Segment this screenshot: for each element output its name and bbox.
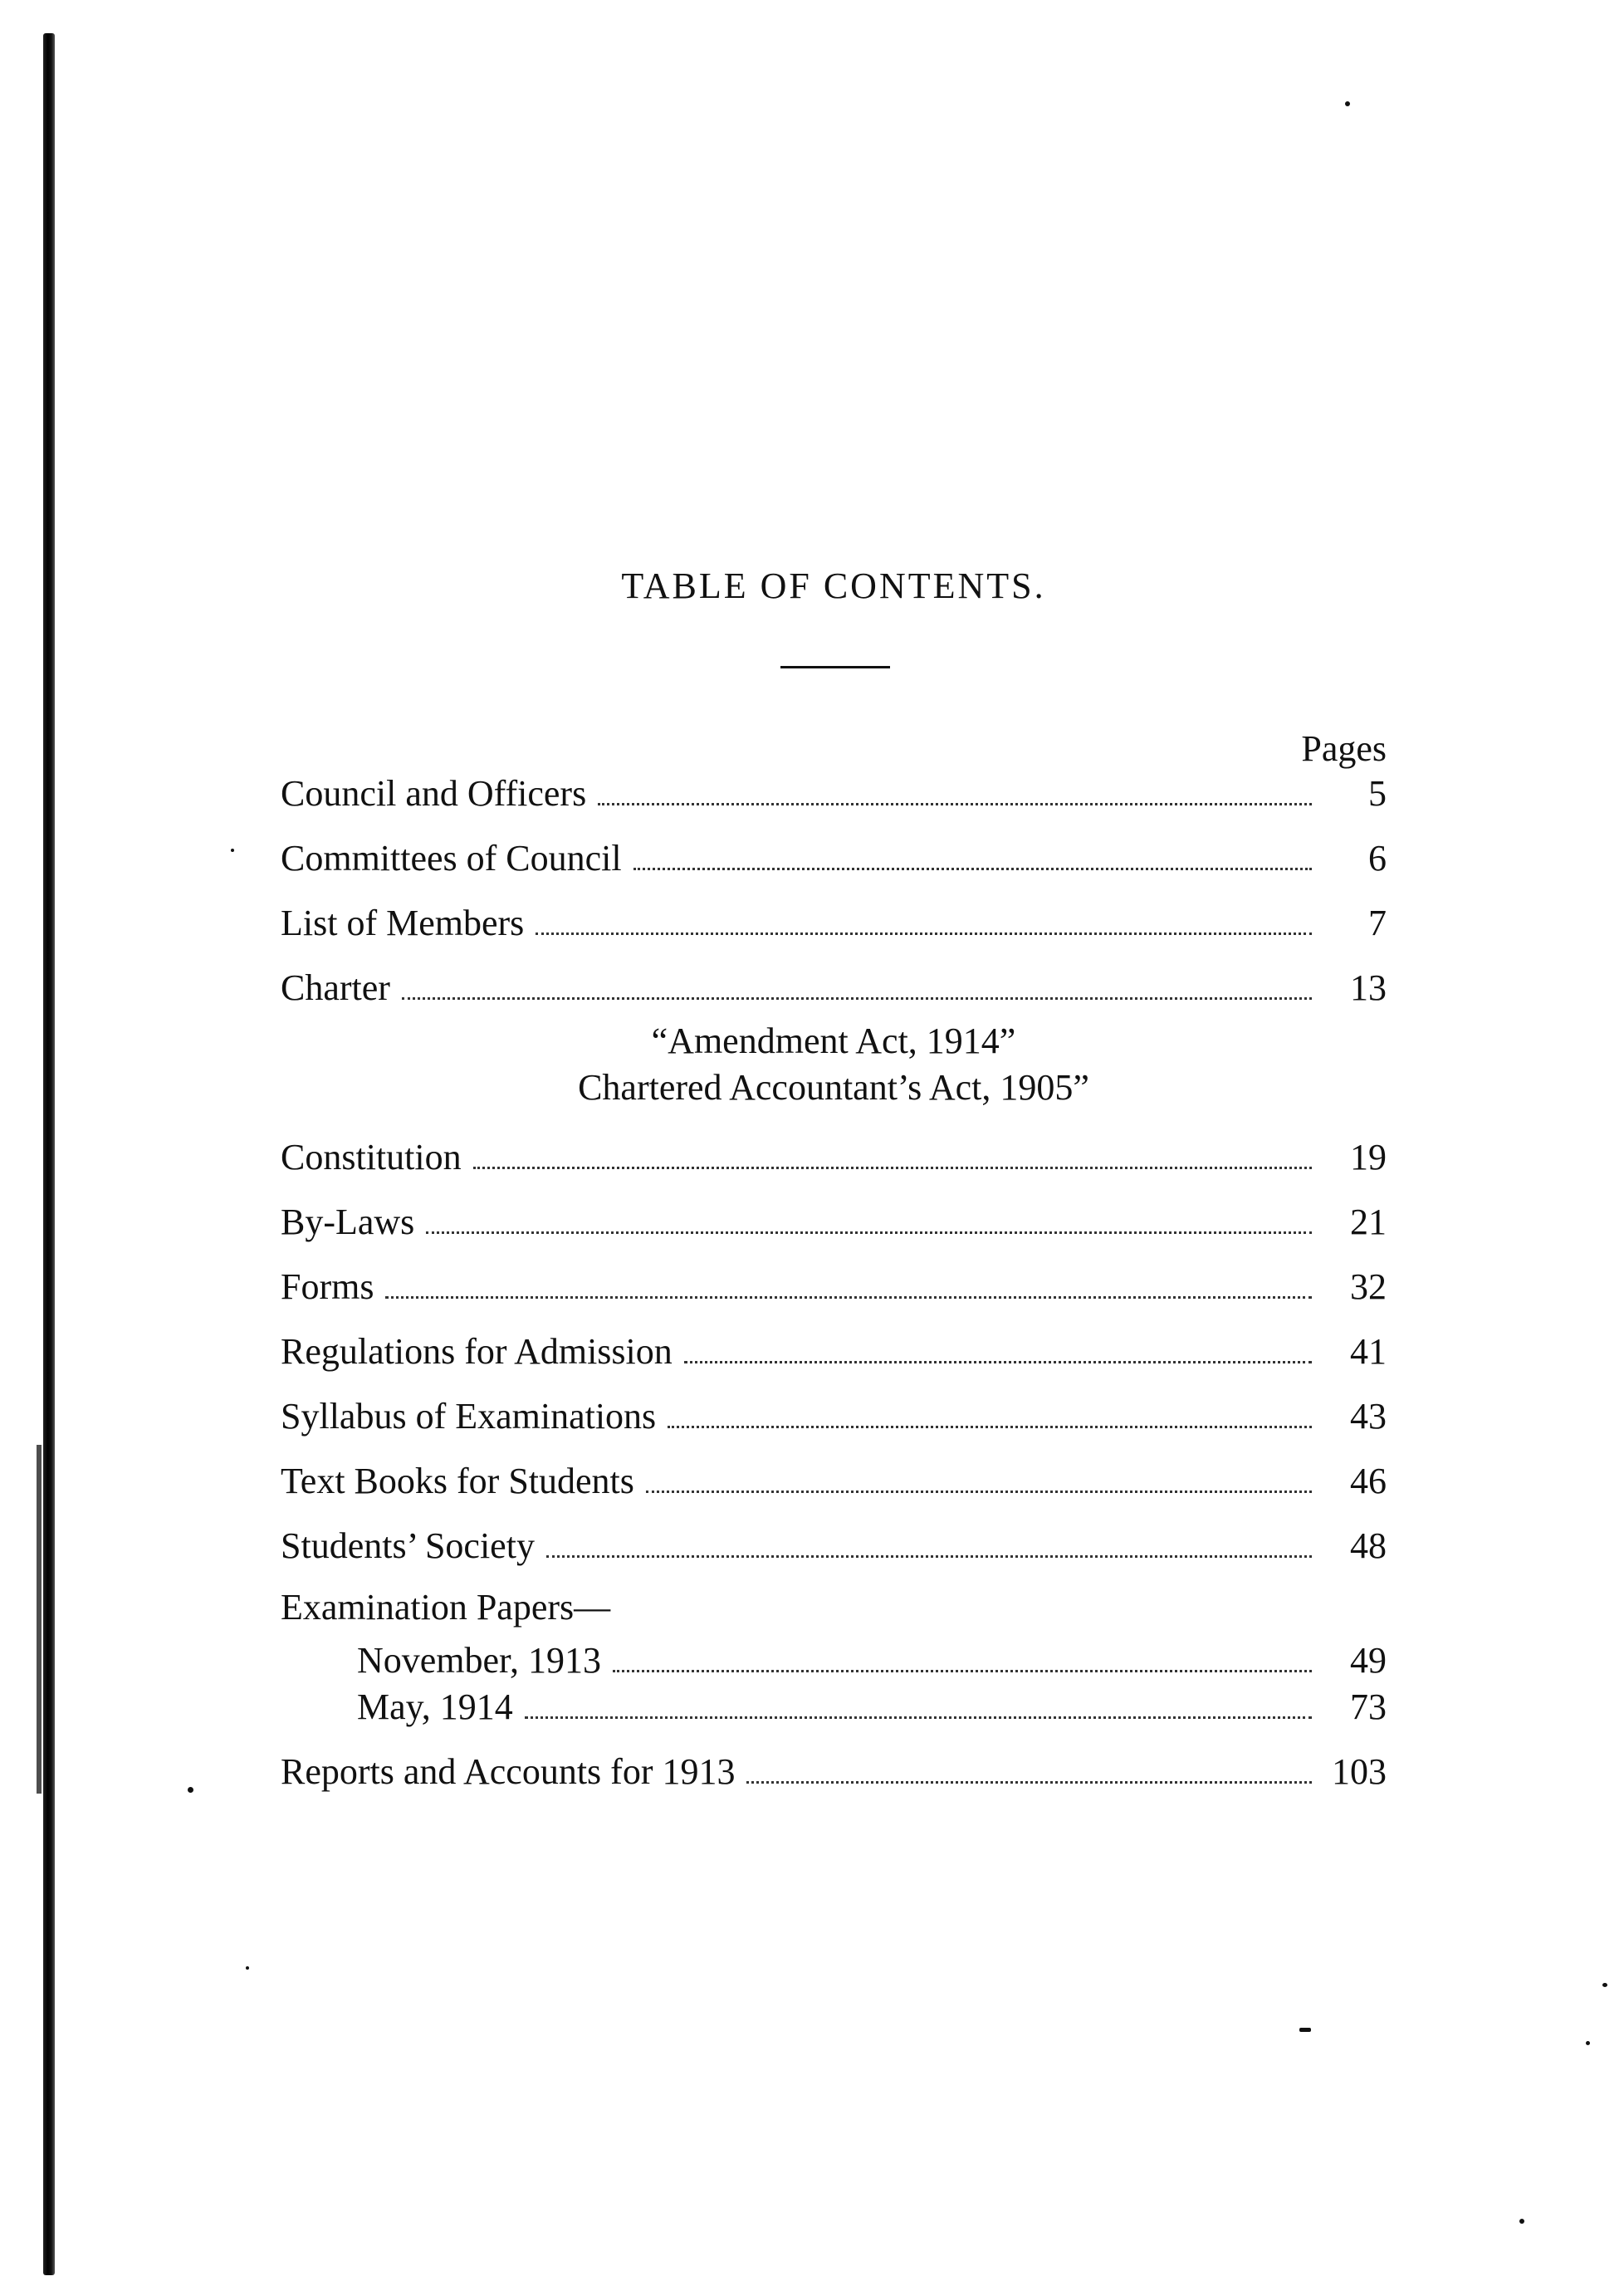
dot-leader xyxy=(746,1781,1312,1784)
toc-entry-label: Syllabus of Examinations xyxy=(281,1396,657,1437)
toc-entry xyxy=(281,902,1387,950)
toc-entry-label: List of Members xyxy=(281,903,525,943)
scan-speck xyxy=(1299,2028,1311,2032)
toc-entry-page: 41 xyxy=(1350,1331,1387,1372)
scan-speck xyxy=(1586,2041,1590,2045)
toc-subentry-label: November, 1913 xyxy=(357,1640,601,1681)
toc-entry-label: Forms xyxy=(281,1266,374,1307)
toc-entry-page: 6 xyxy=(1368,838,1387,879)
dot-leader xyxy=(473,1167,1312,1169)
toc-entry-page: 43 xyxy=(1350,1396,1387,1437)
dot-leader xyxy=(613,1670,1312,1672)
title-rule xyxy=(780,666,890,668)
toc-entry-page: 32 xyxy=(1350,1266,1387,1307)
dot-leader xyxy=(525,1716,1312,1719)
scan-speck xyxy=(1519,2219,1524,2224)
pages-column-label: Pages xyxy=(1301,728,1387,769)
toc-entry xyxy=(281,772,1387,820)
toc-entry xyxy=(281,1265,1387,1314)
dot-leader xyxy=(646,1491,1312,1493)
toc-entry-page: 103 xyxy=(1332,1751,1387,1792)
toc-entry-page: 46 xyxy=(1350,1461,1387,1501)
toc-subentry-label: May, 1914 xyxy=(357,1686,513,1727)
toc-entry-page: 7 xyxy=(1368,903,1387,943)
toc-subentry xyxy=(281,1639,1387,1687)
dot-leader xyxy=(684,1361,1312,1363)
toc-entry-label: Reports and Accounts for 1913 xyxy=(281,1751,736,1792)
charter-note: Chartered Accountant’s Act, 1905” xyxy=(578,1067,1089,1108)
dot-leader xyxy=(402,997,1312,1000)
dot-leader xyxy=(546,1555,1312,1558)
dot-leader xyxy=(536,933,1312,935)
toc-subentry xyxy=(281,1686,1387,1734)
toc-entry-label: Constitution xyxy=(281,1137,462,1177)
toc-entry xyxy=(281,1330,1387,1378)
toc-entry-label: By-Laws xyxy=(281,1202,415,1242)
exam-papers-heading: Examination Papers— xyxy=(281,1587,611,1628)
charter-note: “Amendment Act, 1914” xyxy=(651,1021,1016,1061)
toc-entry xyxy=(281,1201,1387,1249)
toc-subentry-page: 49 xyxy=(1350,1640,1387,1681)
scan-speck xyxy=(1345,101,1350,106)
scan-speck xyxy=(1602,1983,1607,1987)
scan-speck xyxy=(231,849,234,852)
binding-shadow xyxy=(37,1445,42,1794)
toc-entry-label: Committees of Council xyxy=(281,838,622,879)
toc-entry xyxy=(281,837,1387,885)
toc-title: TABLE OF CONTENTS. xyxy=(621,565,1046,606)
toc-entry-page: 21 xyxy=(1350,1202,1387,1242)
toc-entry xyxy=(281,967,1387,1015)
toc-entry xyxy=(281,1136,1387,1184)
binding-edge xyxy=(43,33,55,2275)
dot-leader xyxy=(598,803,1312,805)
toc-entry-label: Text Books for Students xyxy=(281,1461,634,1501)
toc-subentry-page: 73 xyxy=(1350,1686,1387,1727)
toc-entry-label: Charter xyxy=(281,967,390,1008)
dot-leader xyxy=(385,1296,1312,1299)
toc-entry-page: 5 xyxy=(1368,773,1387,814)
toc-entry xyxy=(281,1460,1387,1508)
toc-entry-page: 48 xyxy=(1350,1525,1387,1566)
scan-speck xyxy=(246,1966,249,1970)
toc-entry xyxy=(281,1525,1387,1573)
toc-entry xyxy=(281,1395,1387,1443)
toc-entry-label: Council and Officers xyxy=(281,773,587,814)
dot-leader xyxy=(633,868,1312,870)
scan-speck xyxy=(188,1787,193,1793)
toc-entry xyxy=(281,1750,1387,1799)
toc-entry-page: 13 xyxy=(1350,967,1387,1008)
toc-entry-label: Students’ Society xyxy=(281,1525,535,1566)
toc-entry-label: Regulations for Admission xyxy=(281,1331,673,1372)
toc-entry-page: 19 xyxy=(1350,1137,1387,1177)
dot-leader xyxy=(426,1231,1312,1234)
dot-leader xyxy=(668,1426,1312,1428)
